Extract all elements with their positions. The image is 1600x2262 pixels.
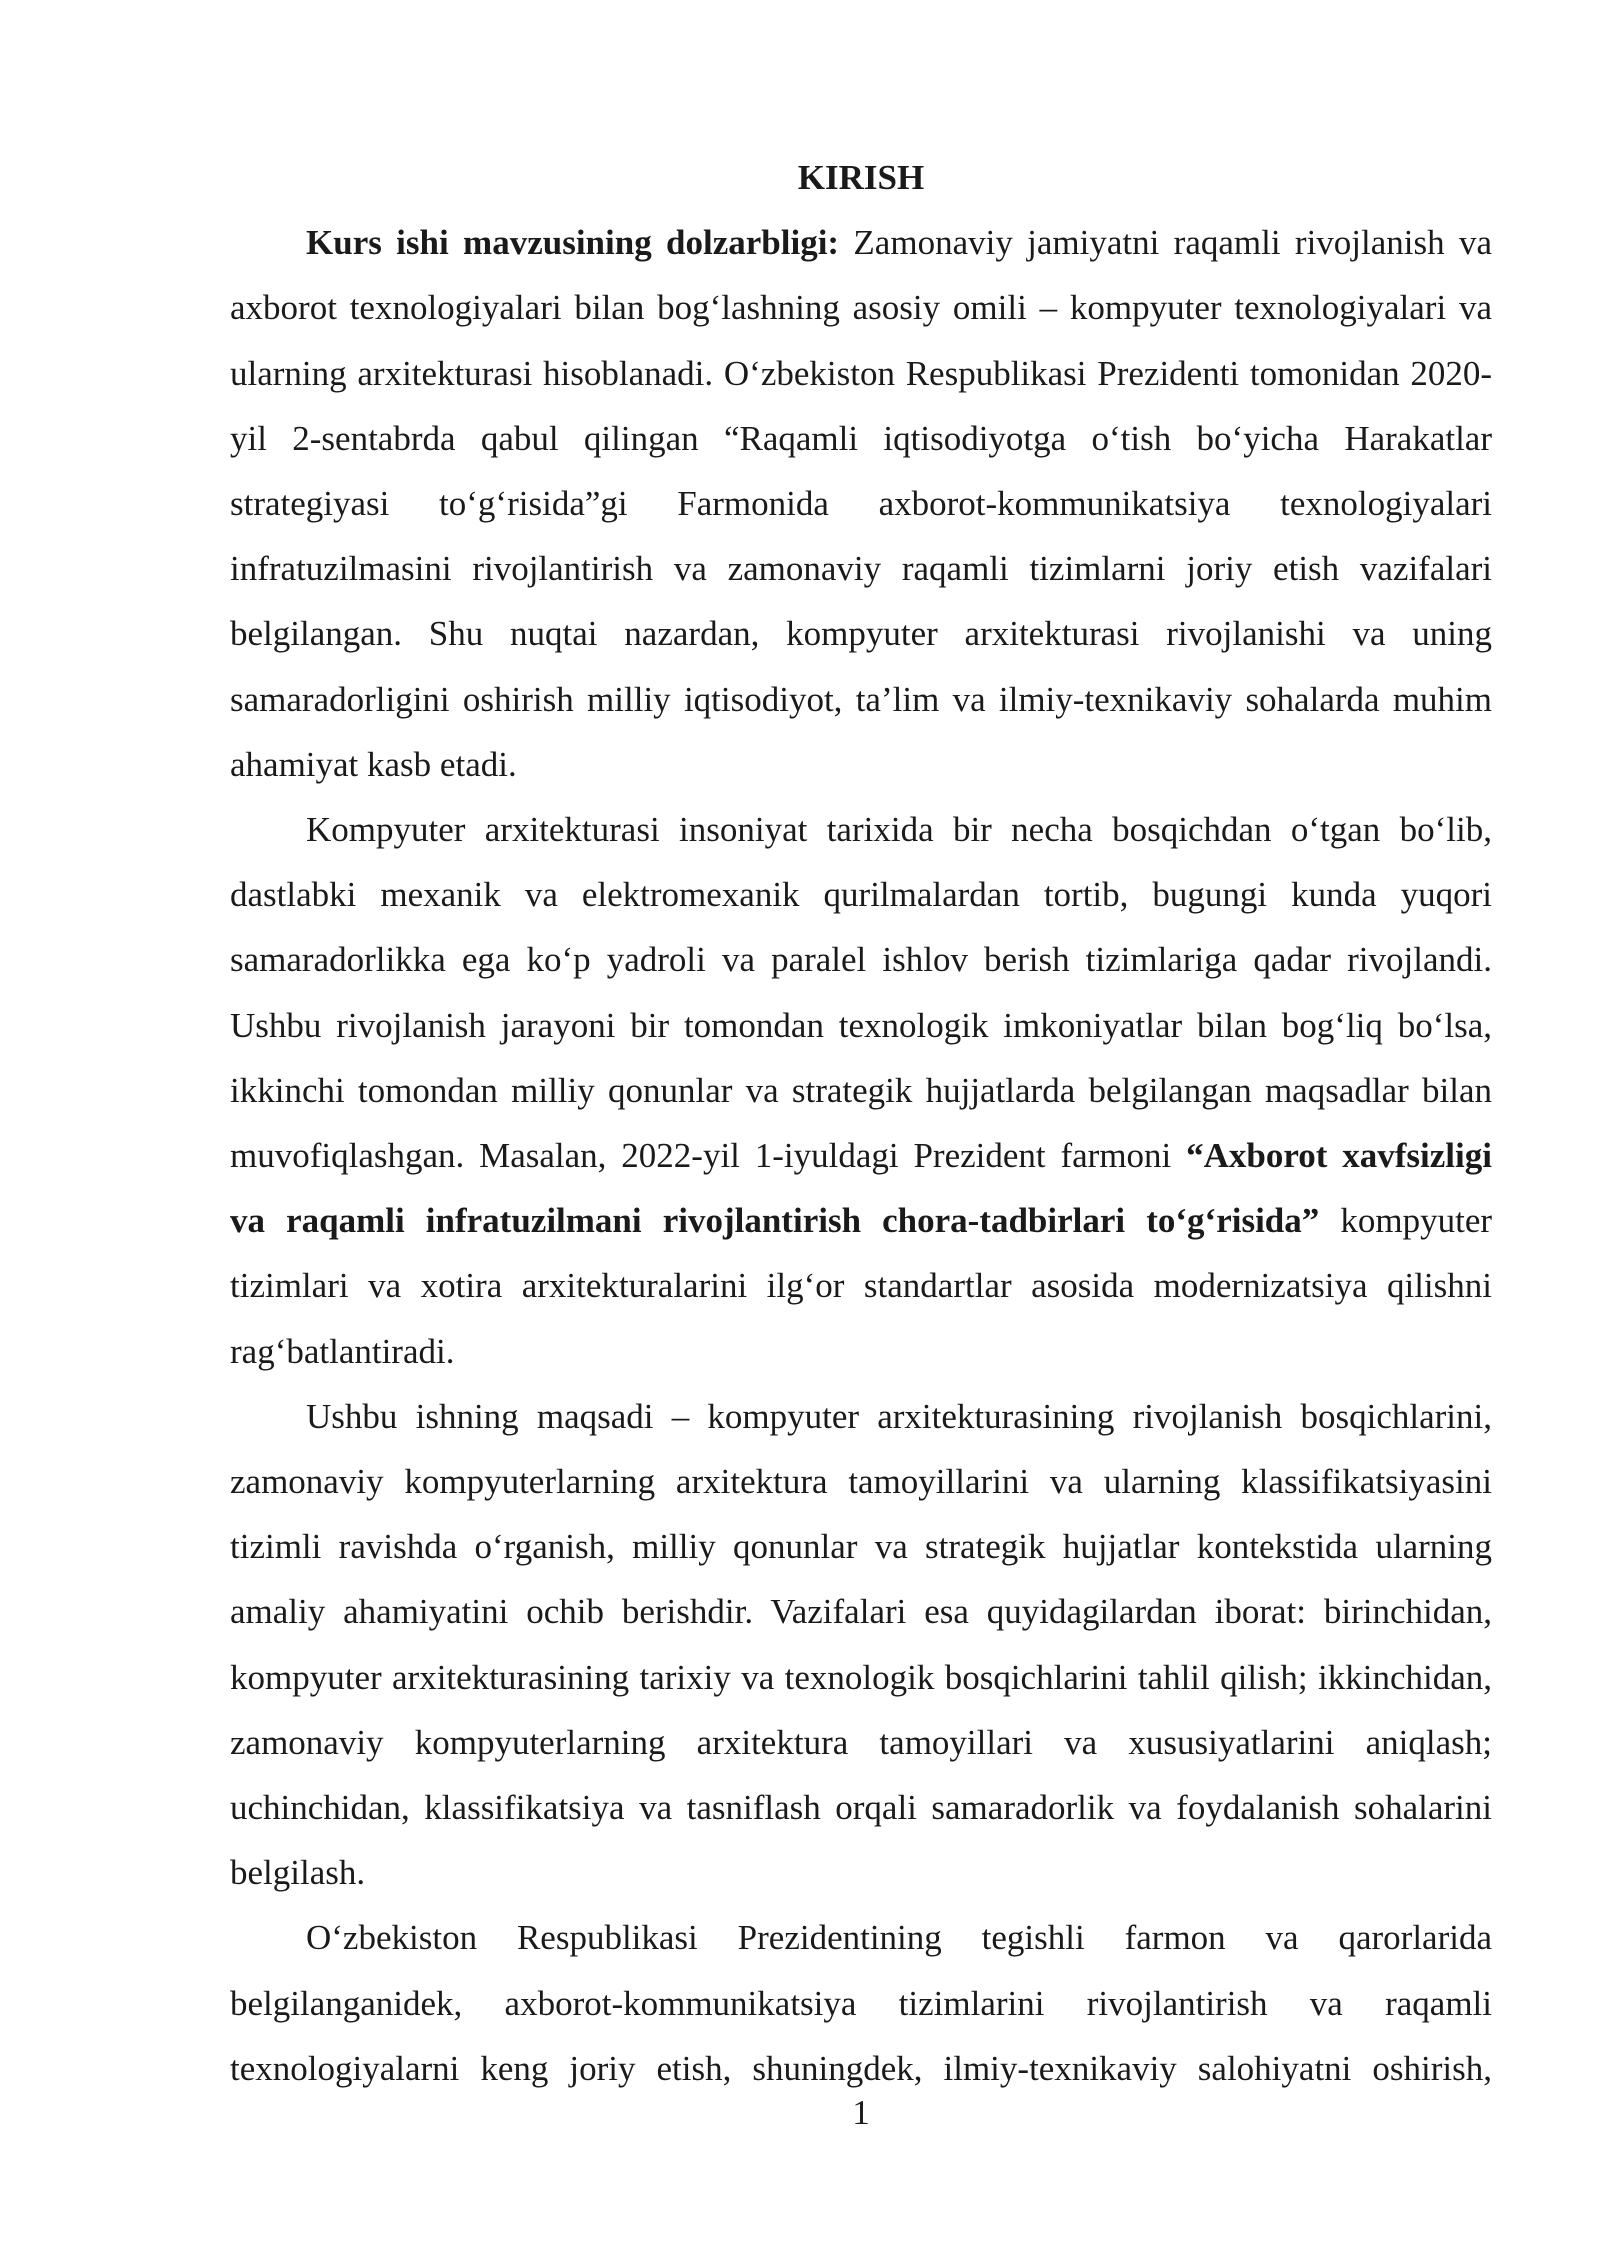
- paragraph-text: Kompyuter arxitekturasi insoniyat tarixida bir necha bosqichdan o‘tgan bo‘lib, dastlabki mexanik va elektromexanik qurilmalardan tortib, bugungi kunda yuqori samaradorlikka ega ko‘p yadroli va paralel ishlov berish tizimlariga qadar rivojlandi. Ushbu rivojlanish jarayoni bir tomondan texnologik imkoniyatlar bilan bog‘liq bo‘lsa, ikkinchi tomondan milliy qonunlar va strategik hujjatlarda belgilangan maqsadlar bilan muvofiqlashgan. Masalan, 2022-yil 1-iyuldagi Prezident farmoni: [230, 810, 1492, 1176]
- document-body: [230, 145, 1492, 2101]
- paragraph-text: kompyuter tizimlari va xotira arxitekturalarini ilg‘or standartlar asosida modernizatsiya qilishni rag‘batlantiradi.: [230, 1201, 1493, 1371]
- paragraph-goals: [230, 1384, 1492, 1906]
- paragraph-text: Ushbu ishning maqsadi – kompyuter arxitekturasining rivojlanish bosqichlarini, zamonaviy kompyuterlarning arxitektura tamoyillarini va ularning klassifikatsiyasini tizimli ravishda o‘rganish, milliy qonunlar va strategik hujjatlar kontekstida ularning amaliy ahamiyatini ochib berishdir. Vazifalari esa quyidagilardan iborat: birinchidan, kompyuter arxitekturasining tarixiy va texnologik bosqichlarini tahlil qilish; ikkinchidan, zamonaviy kompyuterlarning arxitektura tamoyillari va xususiyatlarini aniqlash; uchinchidan, klassifikatsiya va tasniflash orqali samaradorlik va foydalanish sohalarini belgilash.: [230, 1396, 1492, 1893]
- page-number: 1: [852, 2093, 870, 2132]
- page-title: KIRISH: [797, 158, 925, 197]
- decree-title-bold: “Axborot xavfsizligi va raqamli infratuzilmani rivojlantirish chora-tadbirlari to‘g‘risida”: [230, 1136, 1492, 1241]
- paragraph-lead-bold: Kurs ishi mavzusining dolzarbligi:: [306, 223, 840, 263]
- paragraph-text: O‘zbekiston Respublikasi Prezidentining tegishli farmon va qarorlarida belgilanganidek, axborot-kommunikatsiya tizimlarini rivojlantirish va raqamli texnologiyalarni keng joriy etish, shuningdek, ilmiy-texnikaviy salohiyatni oshirish,: [230, 1918, 1492, 2088]
- paragraph-text: Zamonaviy jamiyatni raqamli rivojlanish va axborot texnologiyalari bilan bog‘lashning asosiy omili – kompyuter texnologiyalari va ularning arxitekturasi hisoblanadi. O‘zbekiston Respublikasi Prezidenti tomonidan 2020-yil 2-sentabrda qabul qilingan “Raqamli iqtisodiyotga o‘tish bo‘yicha Harakatlar strategiyasi to‘g‘risida”gi Farmonida axborot-kommunikatsiya texnologiyalari infratuzilmasini rivojlantirish va zamonaviy raqamli tizimlarni joriy etish vazifalari belgilangan. Shu nuqtai nazardan, kompyuter arxitekturasi rivojlanishi va uning samaradorligini oshirish milliy iqtisodiyot, ta’lim va ilmiy-texnikaviy sohalarda muhim ahamiyat kasb etadi.: [230, 223, 1492, 784]
- paragraph-history: [230, 797, 1492, 1384]
- paragraph-continuation: [230, 1905, 1492, 2101]
- paragraph-relevance: [230, 210, 1492, 797]
